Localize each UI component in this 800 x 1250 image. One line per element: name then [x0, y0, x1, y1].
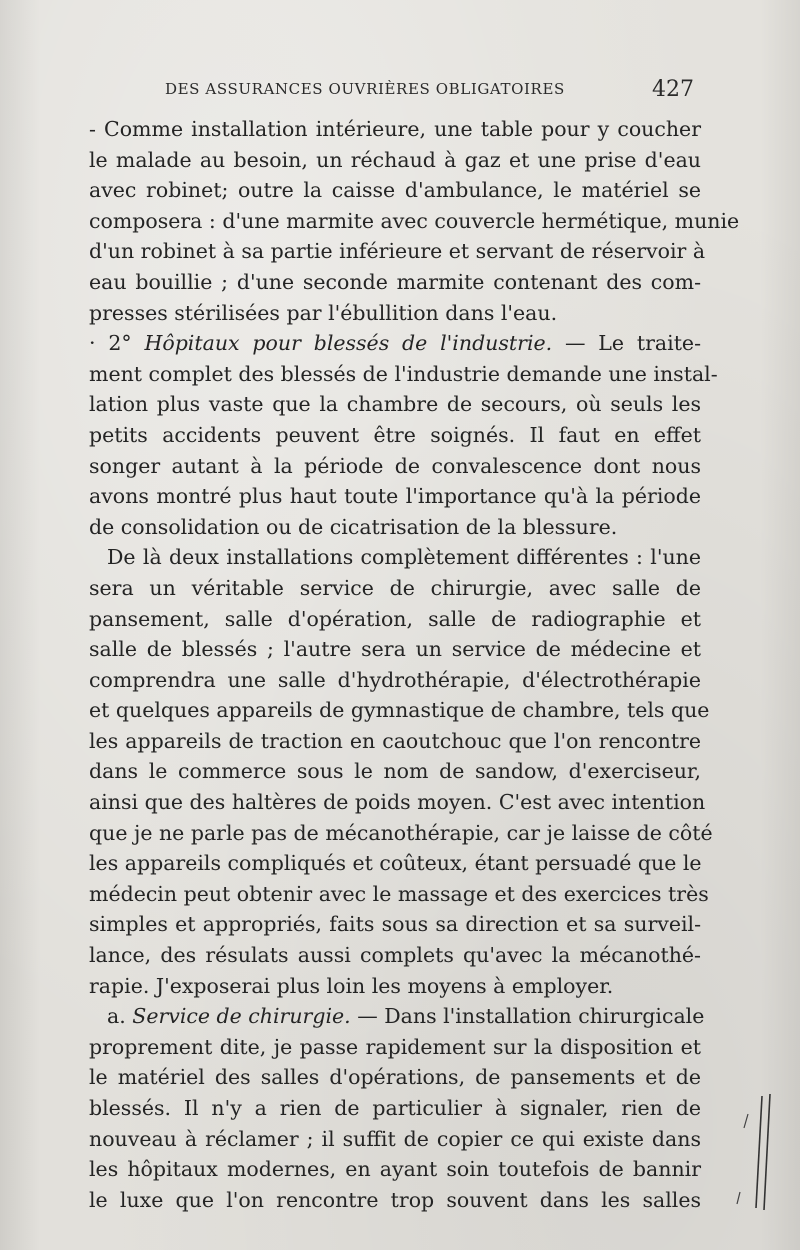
text-line: salle de blessés ; l'autre sera un service de médecine et — [89, 637, 701, 662]
text-line: petits accidents peuvent être soignés. Il faut en effet — [89, 422, 701, 447]
text-line: les appareils de traction en caoutchouc que l'on rencontre — [89, 728, 701, 753]
text-line: comprendra une salle d'hydrothérapie, d'électrothérapie — [89, 667, 701, 692]
text-line: ainsi que des haltères de poids moyen. C'est avec intention — [89, 790, 706, 815]
text-line: ment complet des blessés de l'industrie demande une instal- — [89, 361, 718, 386]
page-number: 427 — [652, 77, 694, 102]
margin-pencil-marks — [734, 1092, 774, 1212]
section-heading-line — [89, 1001, 705, 1032]
text-line: lation plus vaste que la chambre de secours, où seuls les — [89, 392, 701, 417]
text-line: - Comme installation intérieure, une table pour y coucher — [89, 117, 701, 141]
text-line: eau bouillie ; d'une seconde marmite contenant des com- — [89, 269, 701, 294]
text-line: simples et appropriés, faits sous sa direction et sa surveil- — [89, 912, 701, 937]
text-line: lance, des résulats aussi complets qu'avec la mécanothé- — [89, 943, 701, 968]
pencil-stroke — [737, 1192, 740, 1204]
body-text — [89, 114, 740, 1215]
text-line: d'un robinet à sa partie inférieure et servant de réservoir à — [89, 239, 706, 264]
text-line: les appareils compliqués et coûteux, étant persuadé que le — [89, 851, 702, 876]
text-line: blessés. Il n'y a rien de particulier à signaler, rien de — [89, 1096, 701, 1120]
pencil-stroke — [764, 1094, 770, 1210]
text-line: et quelques appareils de gymnastique de chambre, tels que — [89, 698, 710, 723]
text-line: pansement, salle d'opération, salle de radiographie et — [89, 606, 701, 631]
section-text: — Le traite- — [564, 331, 701, 356]
section-title: Service de chirurgie. — [132, 1004, 351, 1029]
section-title: Hôpitaux pour blessés de l'industrie. — [144, 331, 553, 356]
text-line: que je ne parle pas de mécanothérapie, car je laisse de côté — [89, 820, 713, 845]
text-line: de consolidation ou de cicatrisation de la blessure. — [89, 514, 618, 539]
text-line: le luxe que l'on rencontre trop souvent dans les salles — [89, 1187, 701, 1212]
section-text: — Dans l'installation chirurgicale — [357, 1004, 705, 1029]
section-heading-line — [89, 328, 701, 359]
text-line: les hôpitaux modernes, en ayant soin toutefois de bannir — [89, 1157, 701, 1182]
text-line: avec robinet; outre la caisse d'ambulance, le matériel se — [89, 178, 701, 203]
text-line: le matériel des salles d'opérations, de pansements et de — [89, 1065, 701, 1090]
pencil-stroke — [756, 1096, 762, 1208]
text-line: rapie. J'exposerai plus loin les moyens à employer. — [89, 973, 614, 998]
text-line: dans le commerce sous le nom de sandow, d'exerciseur, — [89, 759, 701, 784]
text-line: sera un véritable service de chirurgie, avec salle de — [89, 575, 701, 600]
text-line: composera : d'une marmite avec couvercle hermétique, munie — [89, 208, 740, 233]
section-number: · 2° — [89, 331, 132, 356]
pencil-stroke — [744, 1114, 748, 1128]
text-line: songer autant à la période de convalescence dont nous — [89, 453, 701, 478]
text-line: avons montré plus haut toute l'importance qu'à la période — [89, 484, 701, 509]
page-header — [0, 77, 800, 110]
text-line: De là deux installations complètement différentes : l'une — [107, 545, 701, 570]
running-head: DES ASSURANCES OUVRIÈRES OBLIGATOIRES — [165, 80, 565, 98]
text-line: le malade au besoin, un réchaud à gaz et une prise d'eau — [89, 147, 701, 172]
text-line: proprement dite, je passe rapidement sur la disposition et — [89, 1034, 701, 1059]
text-line: nouveau à réclamer ; il suffit de copier ce qui existe dans — [89, 1126, 701, 1151]
text-line: médecin peut obtenir avec le massage et des exercices très — [89, 881, 709, 906]
section-number: a. — [107, 1004, 126, 1029]
text-line: presses stérilisées par l'ébullition dans l'eau. — [89, 300, 558, 325]
